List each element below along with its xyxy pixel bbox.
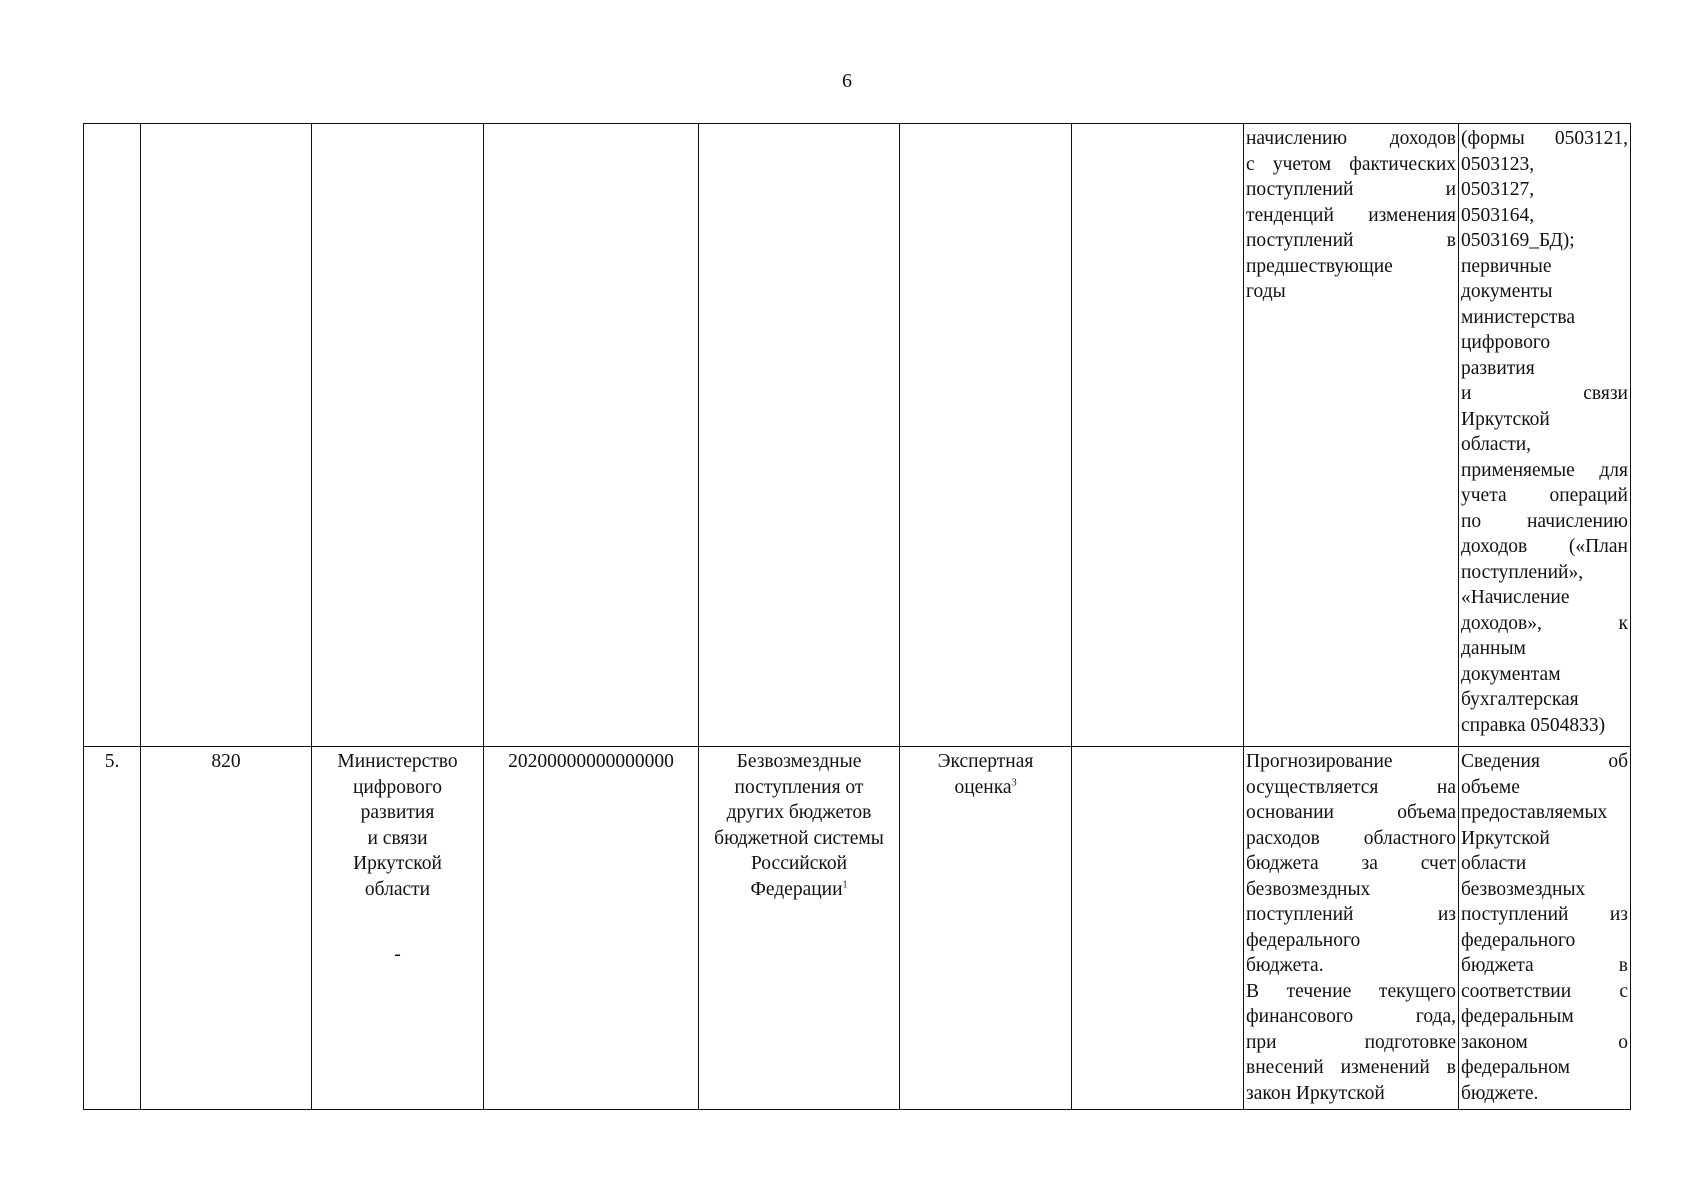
cell-text: и связи bbox=[367, 827, 428, 849]
cell-number bbox=[84, 124, 141, 747]
cell-text: других бюджетов bbox=[726, 802, 872, 823]
table-row bbox=[84, 747, 1631, 1110]
cell-text: Экспертная bbox=[937, 751, 1034, 772]
cell-formula bbox=[1072, 747, 1244, 1110]
cell-text-line: Прогнозирование bbox=[1246, 751, 1393, 772]
cell-revenue-name bbox=[699, 124, 900, 747]
cell-data-source bbox=[1459, 747, 1631, 1110]
cell-text-line: предшествующие bbox=[1246, 255, 1393, 277]
cell-text: Безвозмездные bbox=[736, 751, 862, 772]
cell-text-line: финансового года, bbox=[1246, 1006, 1456, 1027]
cell-text-line: В течение текущего bbox=[1246, 980, 1456, 1002]
cell-text: развития bbox=[360, 802, 435, 823]
cell-text-line bbox=[701, 800, 897, 826]
cell-formula bbox=[1072, 124, 1244, 747]
cell-text-line: доходов», к bbox=[1461, 612, 1628, 634]
cell-text-line: бухгалтерская bbox=[1461, 689, 1579, 710]
cell-text-line: предоставляемых bbox=[1461, 802, 1608, 823]
cell-text-line bbox=[314, 775, 481, 801]
cell-text-line: безвозмездных bbox=[1461, 878, 1586, 900]
cell-text: поступления от bbox=[734, 776, 864, 798]
cell-text-line: бюджета в bbox=[1461, 955, 1628, 976]
cell-text-line: осуществляется на bbox=[1246, 776, 1456, 798]
cell-text-line: документы bbox=[1461, 281, 1553, 302]
cell-text-line: при подготовке bbox=[1246, 1031, 1456, 1053]
cell-text-line: документам bbox=[1461, 663, 1561, 685]
cell-text-line: цифрового bbox=[1461, 332, 1551, 353]
cell-text-line: поступлений из bbox=[1461, 904, 1628, 925]
cell-text-line: Иркутской bbox=[1461, 408, 1550, 430]
cell-text-line bbox=[701, 749, 897, 775]
cell-text-line: (формы 0503121, bbox=[1461, 128, 1628, 149]
table-row bbox=[84, 124, 1631, 747]
cell-text-line bbox=[701, 877, 897, 903]
cell-number: 5. bbox=[84, 747, 141, 1110]
cell-text-line: поступлений», bbox=[1461, 561, 1584, 583]
cell-text-line: области bbox=[1461, 853, 1527, 874]
cell-text-line bbox=[314, 851, 481, 877]
cell-text-line: области, bbox=[1461, 434, 1532, 455]
cell-text-line: 0503169_БД); bbox=[1461, 230, 1575, 251]
cell-text-line: «Начисление bbox=[1461, 587, 1570, 608]
cell-text-line bbox=[314, 877, 481, 903]
cell-text-line: основании объема bbox=[1246, 802, 1456, 823]
cell-text-line: учета операций bbox=[1461, 485, 1628, 506]
cell-text-line bbox=[314, 800, 481, 826]
cell-text: оценка bbox=[954, 776, 1012, 798]
cell-text-line: объеме bbox=[1461, 776, 1520, 798]
cell-revenue-name bbox=[699, 747, 900, 1110]
cell-text-line: справка 0504833) bbox=[1461, 714, 1606, 736]
cell-text-line bbox=[902, 775, 1069, 801]
cell-text: бюджетной системы bbox=[714, 827, 884, 849]
cell-text-line: федеральном bbox=[1461, 1057, 1570, 1078]
cell-text-line: данным bbox=[1461, 638, 1526, 659]
cell-admin-name bbox=[312, 124, 484, 747]
cell-text-line: развития bbox=[1461, 357, 1535, 379]
cell-text-line: федерального bbox=[1246, 929, 1361, 951]
cell-text-line: 0503127, bbox=[1461, 179, 1535, 200]
footnote-mark: 1 bbox=[842, 879, 848, 890]
cell-admin-code bbox=[141, 124, 312, 747]
cell-text-line: бюджета за счет bbox=[1246, 853, 1456, 874]
cell-text-line bbox=[314, 749, 481, 775]
cell-text-line bbox=[701, 851, 897, 877]
cell-text-line bbox=[701, 775, 897, 801]
cell-text-line: применяемые для bbox=[1461, 459, 1628, 481]
cell-text-line: расходов областного bbox=[1246, 827, 1456, 849]
cell-text-line: бюджета. bbox=[1246, 955, 1324, 976]
cell-data-source bbox=[1459, 124, 1631, 747]
footnote-mark: 3 bbox=[1011, 777, 1017, 788]
cell-method bbox=[900, 747, 1072, 1110]
cell-text-line: 0503164, bbox=[1461, 204, 1535, 226]
cell-method bbox=[900, 124, 1072, 747]
cell-revenue-code bbox=[484, 124, 699, 747]
cell-text-line: бюджете. bbox=[1461, 1082, 1539, 1104]
cell-text-line: поступлений и bbox=[1246, 179, 1456, 200]
cell-text: области bbox=[364, 878, 431, 900]
cell-text: цифрового bbox=[352, 776, 443, 798]
cell-text-line: федерального bbox=[1461, 929, 1576, 951]
cell-admin-name bbox=[312, 747, 484, 1110]
cell-text-line bbox=[701, 826, 897, 852]
cell-text-line: федеральным bbox=[1461, 1006, 1574, 1027]
cell-text: Федерации bbox=[750, 878, 843, 900]
cell-text: Министерство bbox=[337, 751, 458, 772]
cell-text-line bbox=[314, 826, 481, 852]
cell-text-line: соответствии с bbox=[1461, 980, 1628, 1002]
cell-revenue-code: 20200000000000000 bbox=[484, 747, 699, 1110]
cell-text-line: поступлений из bbox=[1246, 904, 1456, 925]
cell-algorithm bbox=[1244, 124, 1459, 747]
cell-text-line: и связи bbox=[1461, 383, 1628, 404]
cell-text-line: начислению доходов bbox=[1246, 128, 1456, 149]
cell-text-line: Иркутской bbox=[1461, 827, 1550, 849]
stray-mark: - bbox=[394, 944, 401, 965]
cell-algorithm bbox=[1244, 747, 1459, 1110]
cell-text-line: законом о bbox=[1461, 1031, 1628, 1053]
page-number: 6 bbox=[842, 70, 852, 92]
cell-text-line: внесений изменений в bbox=[1246, 1057, 1456, 1078]
cell-text-line: поступлений в bbox=[1246, 230, 1456, 251]
cell-text-line: с учетом фактических bbox=[1246, 153, 1456, 175]
cell-text: Иркутской bbox=[353, 853, 442, 874]
cell-text-line: 0503123, bbox=[1461, 153, 1535, 175]
cell-text-line: министерства bbox=[1461, 306, 1576, 328]
cell-text: Российской bbox=[750, 853, 848, 874]
cell-text-line bbox=[902, 749, 1069, 775]
cell-text-line: первичные bbox=[1461, 255, 1552, 277]
cell-text-line: годы bbox=[1246, 281, 1286, 302]
cell-text-line: Сведения об bbox=[1461, 751, 1628, 772]
cell-text-line: по начислению bbox=[1461, 510, 1628, 532]
cell-text-line: тенденций изменения bbox=[1246, 204, 1456, 226]
revenue-forecast-table bbox=[83, 123, 1631, 1110]
cell-text-line: безвозмездных bbox=[1246, 878, 1371, 900]
cell-admin-code: 820 bbox=[141, 747, 312, 1110]
cell-text-line: доходов («План bbox=[1461, 536, 1628, 557]
cell-text-line: закон Иркутской bbox=[1246, 1082, 1385, 1104]
